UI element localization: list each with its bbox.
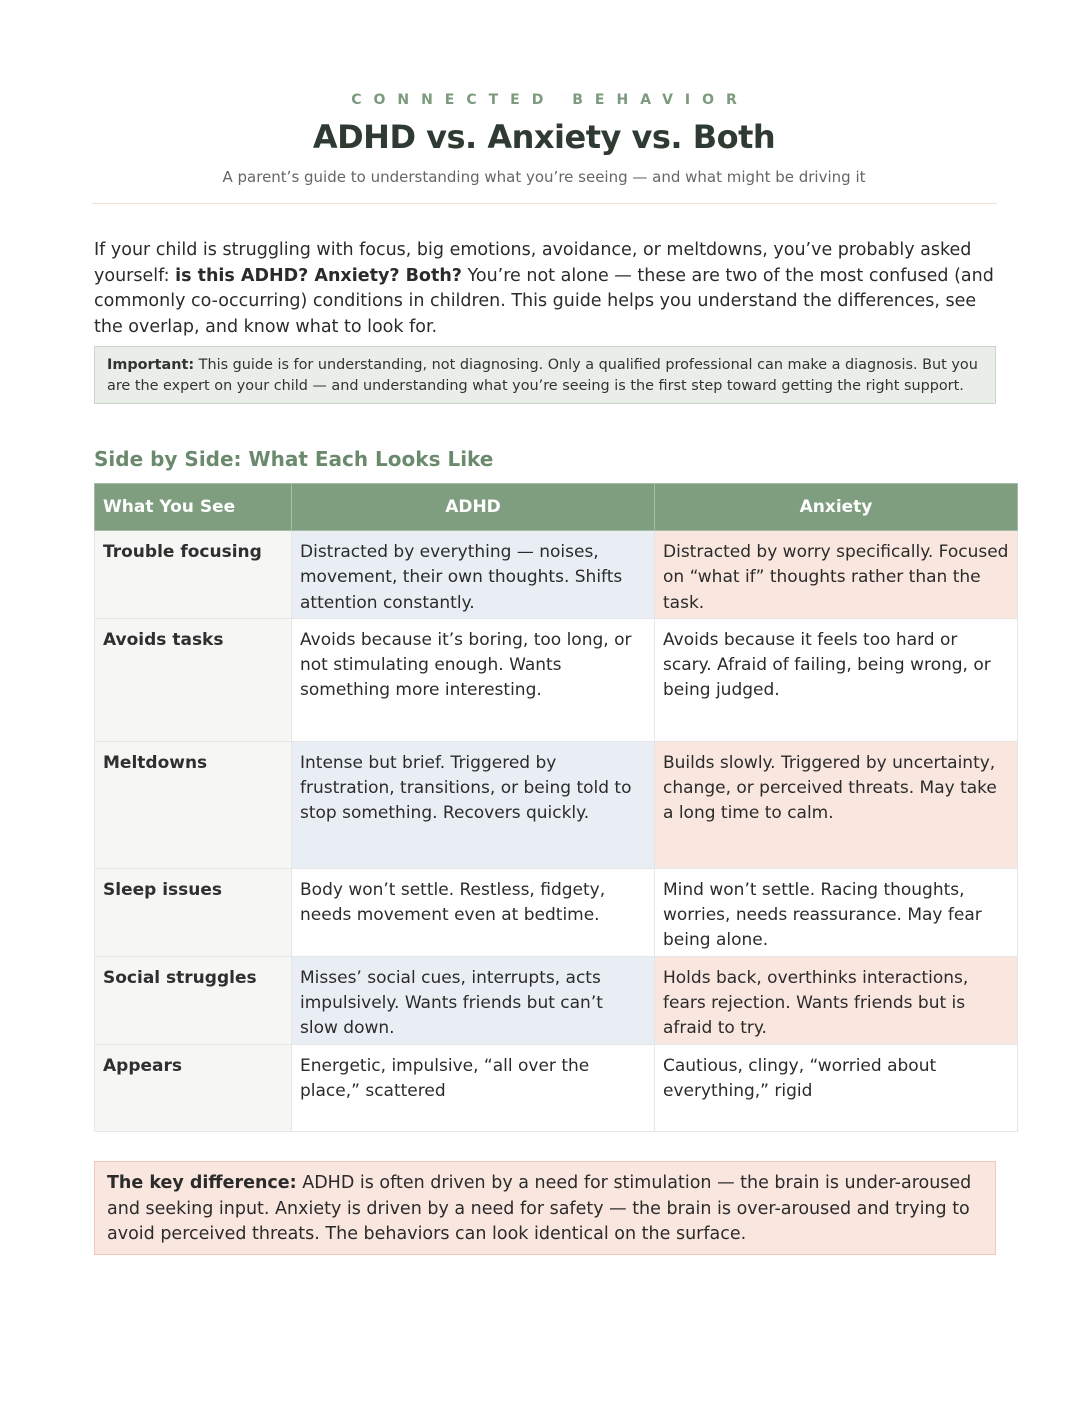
section-heading: Side by Side: What Each Looks Like [94, 447, 494, 471]
adhd-cell: Distracted by everything — noises, movement, their own thoughts. Shifts attention constantly. [292, 531, 655, 619]
anxiety-cell: Mind won’t settle. Racing thoughts, worries, needs reassurance. May fear being alone. [655, 868, 1018, 956]
table-row [95, 618, 1018, 741]
adhd-cell: Energetic, impulsive, “all over the place,” scattered [292, 1044, 655, 1131]
key-difference-label: The key difference: [107, 1173, 297, 1193]
intro-lead: If your child is struggling with focus, big emotions, avoidance, or meltdowns, you’ve probably asked yourself: [94, 240, 972, 286]
row-label: Meltdowns [95, 741, 292, 868]
key-difference-text: ADHD is often driven by a need for stimulation — the brain is under-aroused and seeking input. Anxiety is driven by a need for safety — the brain is over-aroused and trying to avoid perceived threats. The behaviors can look identical on the surface. [107, 1173, 972, 1244]
table-row [95, 531, 1018, 619]
important-note-label: Important: [107, 357, 195, 373]
row-label: Appears [95, 1044, 292, 1131]
column-header-anxiety: Anxiety [655, 484, 1018, 531]
adhd-cell: Misses’ social cues, interrupts, acts impulsively. Wants friends but can’t slow down. [292, 956, 655, 1044]
anxiety-cell: Holds back, overthinks interactions, fears rejection. Wants friends but is afraid to try. [655, 956, 1018, 1044]
table-header-row [95, 484, 1018, 531]
row-label: Sleep issues [95, 868, 292, 956]
important-note-text: This guide is for understanding, not diagnosing. Only a qualified professional can make a diagnosis. But you are the expert on your child — and understanding what you’re seeing is the first step toward getting the right support. [107, 357, 978, 394]
adhd-cell: Avoids because it’s boring, too long, or not stimulating enough. Wants something more interesting. [292, 618, 655, 741]
row-label: Avoids tasks [95, 618, 292, 741]
row-label: Trouble focusing [95, 531, 292, 619]
header-divider [92, 203, 997, 204]
comparison-table [94, 483, 1018, 1132]
column-header-adhd: ADHD [292, 484, 655, 531]
row-label: Social struggles [95, 956, 292, 1044]
table-row [95, 741, 1018, 868]
table-row [95, 1044, 1018, 1131]
table-row [95, 956, 1018, 1044]
page-subtitle: A parent’s guide to understanding what you’re seeing — and what might be driving it [222, 168, 866, 186]
page-title: ADHD vs. Anxiety vs. Both [312, 118, 776, 156]
important-note [94, 346, 996, 404]
intro-rest: You’re not alone — these are two of the most confused (and commonly co-occurring) conditions in children. This guide helps you understand the differences, see the overlap, and know what to look for. [94, 265, 994, 337]
anxiety-cell: Builds slowly. Triggered by uncertainty, change, or perceived threats. May take a long time to calm. [655, 741, 1018, 868]
anxiety-cell: Cautious, clingy, “worried about everything,” rigid [655, 1044, 1018, 1131]
intro-paragraph [94, 238, 994, 340]
adhd-cell: Intense but brief. Triggered by frustration, transitions, or being told to stop something. Recovers quickly. [292, 741, 655, 868]
key-difference-callout [94, 1161, 996, 1255]
intro-question: is this ADHD? Anxiety? Both? [175, 265, 462, 286]
adhd-cell: Body won’t settle. Restless, fidgety, needs movement even at bedtime. [292, 868, 655, 956]
anxiety-cell: Distracted by worry specifically. Focused on “what if” thoughts rather than the task. [655, 531, 1018, 619]
table-row [95, 868, 1018, 956]
column-header-what-you-see: What You See [95, 484, 292, 531]
brand-eyebrow: CONNECTED BEHAVIOR [351, 92, 749, 108]
anxiety-cell: Avoids because it feels too hard or scary. Afraid of failing, being wrong, or being judged. [655, 618, 1018, 741]
